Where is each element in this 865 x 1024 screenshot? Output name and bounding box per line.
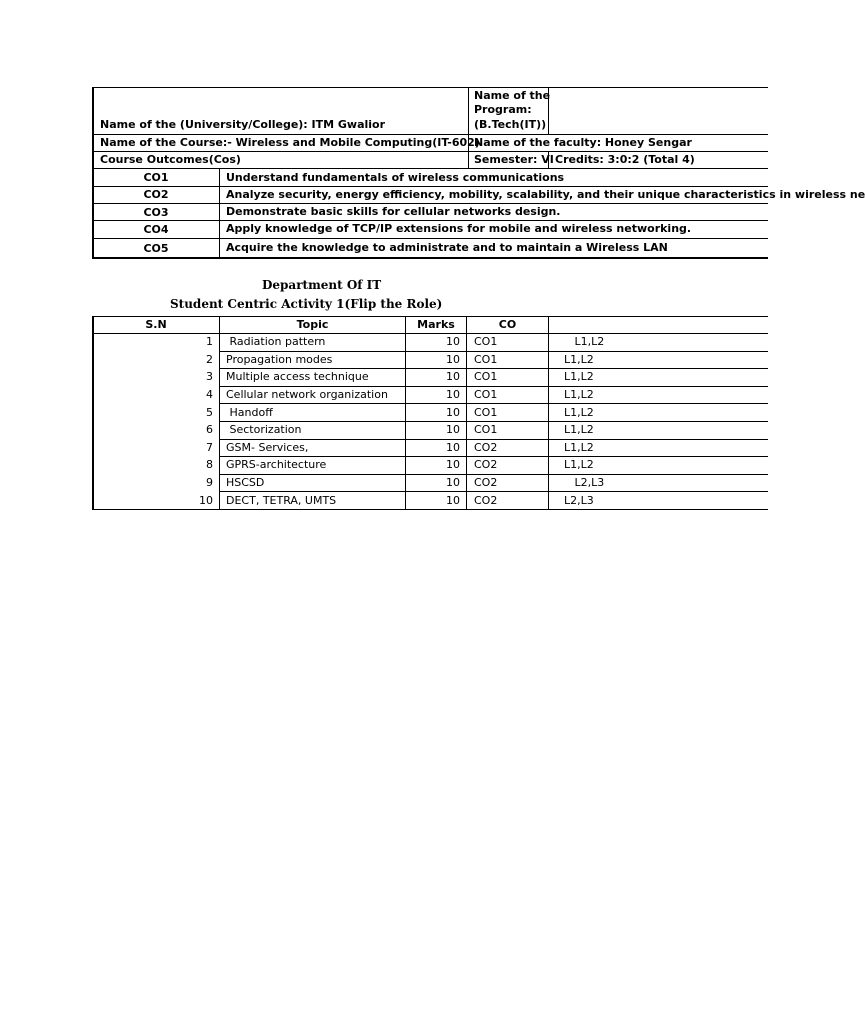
rule [92, 333, 768, 334]
outcomes-label: Course Outcomes(Cos) [100, 153, 241, 166]
department-title: Department Of IT [262, 278, 382, 292]
row-marks: 10 [446, 458, 460, 471]
row-co: CO1 [474, 406, 498, 419]
row-topic: Cellular network organization [226, 388, 388, 401]
row-level: L1,L2 [564, 388, 594, 401]
rule [219, 368, 768, 369]
row-topic: Multiple access technique [226, 370, 369, 383]
row-co: CO1 [474, 353, 498, 366]
rule [219, 403, 768, 404]
co-code: CO4 [143, 223, 169, 236]
row-topic: Propagation modes [226, 353, 333, 366]
row-marks: 10 [446, 494, 460, 507]
row-marks: 10 [446, 370, 460, 383]
row-level: L1,L2 [564, 353, 594, 366]
row-marks: 10 [446, 388, 460, 401]
rule [219, 386, 768, 387]
row-topic: DECT, TETRA, UMTS [226, 494, 337, 507]
activity-title: Student Centric Activity 1(Flip the Role) [170, 297, 443, 311]
row-marks: 10 [446, 476, 460, 489]
row-topic: Radiation pattern [226, 335, 326, 348]
row-co: CO1 [474, 370, 498, 383]
row-co: CO2 [474, 476, 498, 489]
co-text: Demonstrate basic skills for cellular networks design. [226, 205, 561, 218]
co-code: CO3 [143, 206, 169, 219]
rule [92, 220, 768, 221]
row-level: L1,L2 [564, 370, 594, 383]
university-label: Name of the (University/College): ITM Gwalior [100, 118, 386, 131]
row-sn: 4 [206, 388, 213, 401]
rule [548, 316, 549, 510]
row-level: L2,L3 [564, 476, 605, 489]
co-text: Analyze security, energy efficiency, mobility, scalability, and their unique characteristics in wireless ne [226, 188, 865, 201]
row-co: CO1 [474, 335, 498, 348]
rule [92, 509, 768, 510]
credits-label: Credits: 3:0:2 (Total 4) [555, 153, 695, 166]
column-header-co: CO [498, 318, 517, 331]
row-topic: Sectorization [226, 423, 302, 436]
row-marks: 10 [446, 441, 460, 454]
rule [219, 351, 768, 352]
row-marks: 10 [446, 423, 460, 436]
rule [468, 87, 469, 169]
faculty-label: Name of the faculty: Honey Sengar [474, 136, 692, 149]
program-label-line3: (B.Tech(IT)) [474, 118, 547, 131]
rule [92, 257, 768, 259]
row-topic: GPRS-architecture [226, 458, 327, 471]
row-level: L1,L2 [564, 458, 594, 471]
row-level: L2,L3 [564, 494, 594, 507]
co-text: Understand fundamentals of wireless communications [226, 171, 565, 184]
rule [92, 203, 768, 204]
co-text: Acquire the knowledge to administrate and to maintain a Wireless LAN [226, 241, 668, 254]
program-label-line1: Name of the [474, 89, 551, 102]
column-header-marks: Marks [417, 318, 455, 331]
row-level: L1,L2 [564, 441, 594, 454]
row-co: CO2 [474, 441, 498, 454]
co-code: CO5 [143, 242, 169, 255]
rule [92, 151, 768, 152]
row-marks: 10 [446, 406, 460, 419]
row-sn: 9 [206, 476, 213, 489]
row-sn: 10 [199, 494, 213, 507]
rule [219, 439, 768, 440]
course-label: Name of the Course:- Wireless and Mobile Computing(IT-602) [100, 136, 480, 149]
row-level: L1,L2 [564, 423, 594, 436]
rule [92, 238, 768, 239]
row-sn: 5 [206, 406, 213, 419]
row-sn: 6 [206, 423, 213, 436]
rule [92, 186, 768, 187]
row-co: CO1 [474, 423, 498, 436]
row-sn: 1 [206, 335, 213, 348]
rule [219, 474, 768, 475]
rule [219, 421, 768, 422]
program-label-line2: Program: [474, 103, 532, 116]
rule [92, 168, 768, 169]
co-code: CO2 [143, 188, 169, 201]
row-sn: 3 [206, 370, 213, 383]
co-code: CO1 [143, 171, 169, 184]
row-sn: 7 [206, 441, 213, 454]
row-topic: GSM- Services, [226, 441, 309, 454]
rule [219, 168, 220, 258]
column-header-topic: Topic [296, 318, 329, 331]
column-header-sn: S.N [145, 318, 167, 331]
rule [219, 456, 768, 457]
rule [92, 316, 768, 317]
row-co: CO2 [474, 494, 498, 507]
row-topic: HSCSD [226, 476, 265, 489]
rule [466, 316, 467, 510]
row-topic: Handoff [226, 406, 273, 419]
rule [92, 134, 768, 135]
semester-label: Semester: VI [474, 153, 554, 166]
rule [219, 491, 768, 492]
rule [219, 316, 220, 510]
co-text: Apply knowledge of TCP/IP extensions for mobile and wireless networking. [226, 222, 692, 235]
row-co: CO2 [474, 458, 498, 471]
row-level: L1,L2 [564, 335, 605, 348]
row-level: L1,L2 [564, 406, 594, 419]
rule [92, 87, 768, 88]
row-marks: 10 [446, 335, 460, 348]
row-sn: 8 [206, 458, 213, 471]
row-marks: 10 [446, 353, 460, 366]
row-sn: 2 [206, 353, 213, 366]
row-co: CO1 [474, 388, 498, 401]
